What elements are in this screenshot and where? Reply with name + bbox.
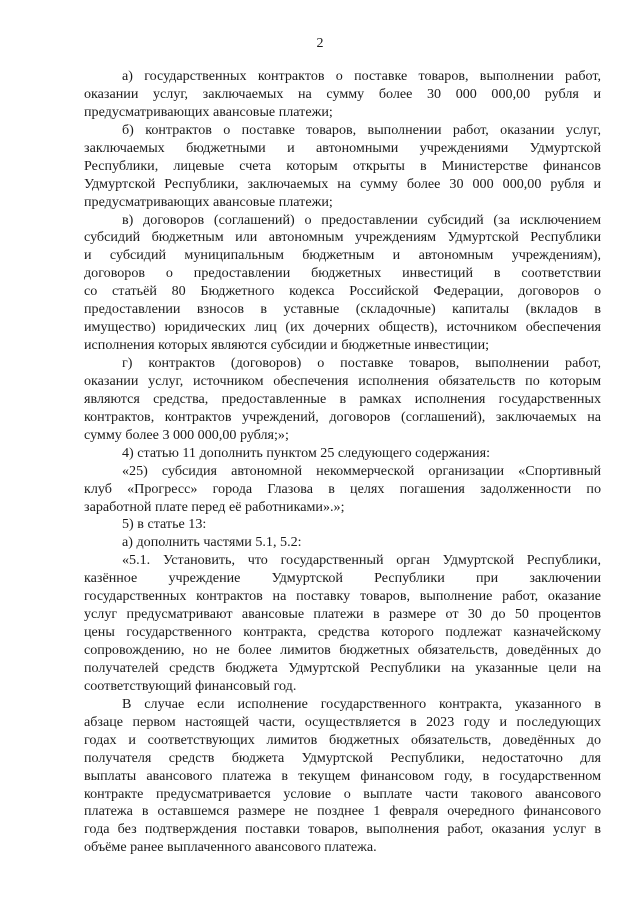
text-line: оказании услуг, источником обеспечения исполнения обязательств по которым [84, 372, 601, 389]
text-line: предусматривающих авансовые платежи; [84, 193, 333, 210]
text-line: оказании услуг, заключаемых на сумму более 30 000 000,00 рубля и [84, 85, 601, 102]
text-line: а) дополнить частями 5.1, 5.2: [122, 534, 302, 551]
text-line: Республики, лицевые счета которым открыты в Министерстве финансов [84, 157, 601, 174]
text-line: годах и соответствующих лимитов бюджетных обязательств, доведённых до [84, 731, 601, 748]
text-line: года без подтверждения поставки товаров, выполнения работ, оказания услуг в [84, 821, 601, 838]
text-line: являются средства, предоставленные в рамках исполнения государственных [84, 390, 601, 407]
text-line: платежа в оставшемся размере не позднее 1 февраля очередного финансового [84, 803, 601, 820]
text-line: заключаемых бюджетными и автономными учреждениями Удмуртской [84, 139, 601, 156]
text-line: получателя средств бюджета Удмуртской Республики, недостаточно для [84, 749, 601, 766]
text-line: субсидий бюджетным или автономным учреждениям Удмуртской Республики [84, 229, 601, 246]
text-line: имущество) юридических лиц (их дочерних обществ), источником обеспечения [84, 319, 601, 336]
text-line: предусматривающих авансовые платежи; [84, 103, 333, 120]
text-line: получателей средств бюджета Удмуртской Республики на указанные цели на [84, 659, 601, 676]
text-line: а) государственных контрактов о поставке товаров, выполнении работ, [122, 68, 601, 84]
text-line: договоров о предоставлении бюджетных инвестиций в соответствии [84, 265, 601, 282]
text-line: казённое учреждение Удмуртской Республики при заключении [84, 570, 601, 587]
text-line: и субсидий муниципальным бюджетным и автономным учреждениям), [84, 247, 601, 264]
text-line: «5.1. Установить, что государственный орган Удмуртской Республики, [122, 552, 601, 569]
text-line: со статьёй 80 Бюджетного кодекса Российской Федерации, договоров о [84, 283, 601, 300]
text-line: Удмуртской Республики, заключаемых на сумму более 30 000 000,00 рубля и [84, 175, 601, 192]
text-line: заработной плате перед её работниками».»; [84, 498, 345, 515]
text-line: клуб «Прогресс» города Глазова в целях погашения задолженности по [84, 480, 601, 497]
text-line: исполнения которых являются субсидии и бюджетные инвестиции; [84, 337, 490, 354]
text-line: абзаце первом настоящей части, осуществляется в 2023 году и последующих [84, 713, 601, 730]
text-line: сумму более 3 000 000,00 рубля;»; [84, 426, 289, 443]
page-number: 2 [316, 36, 324, 51]
text-line: 5) в статье 13: [122, 516, 207, 533]
text-line: «25) субсидия автономной некоммерческой организации «Спортивный [122, 462, 601, 479]
text-line: в) договоров (соглашений) о предоставлении субсидий (за исключением [122, 211, 601, 228]
text-line: цены государственного контракта, средства которого подлежат казначейскому [84, 624, 601, 641]
text-line: контрактов, контрактов учреждений, договоров (соглашений), заключаемых на [84, 408, 601, 425]
text-line: соответствующий финансовый год. [84, 677, 297, 694]
text-line: В случае если исполнение государственного контракта, указанного в [122, 695, 601, 712]
text-line: г) контрактов (договоров) о поставке товаров, выполнении работ, [122, 355, 601, 371]
text-line: предоставлении взносов в уставные (складочные) капиталы (вкладов в [84, 301, 601, 318]
text-line: б) контрактов о поставке товаров, выполнении работ, оказании услуг, [122, 121, 601, 138]
text-line: контракте предусматривается условие о выплате части такового авансового [84, 785, 601, 802]
text-line: государственных контрактов на поставку товаров, выполнение работ, оказание [84, 588, 601, 605]
text-line: 4) статью 11 дополнить пунктом 25 следующего содержания: [122, 444, 490, 461]
document-body [84, 68, 601, 857]
text-line: сопровождению, но не более лимитов бюджетных обязательств, доведённых до [84, 642, 601, 658]
text-line: услуг предусматривают авансовые платежи в размере от 30 до 50 процентов [84, 606, 601, 623]
text-line: объёме ранее выплаченного авансового платежа. [84, 839, 377, 856]
text-line: выплаты авансового платежа в текущем финансовом году, в государственном [84, 767, 601, 784]
